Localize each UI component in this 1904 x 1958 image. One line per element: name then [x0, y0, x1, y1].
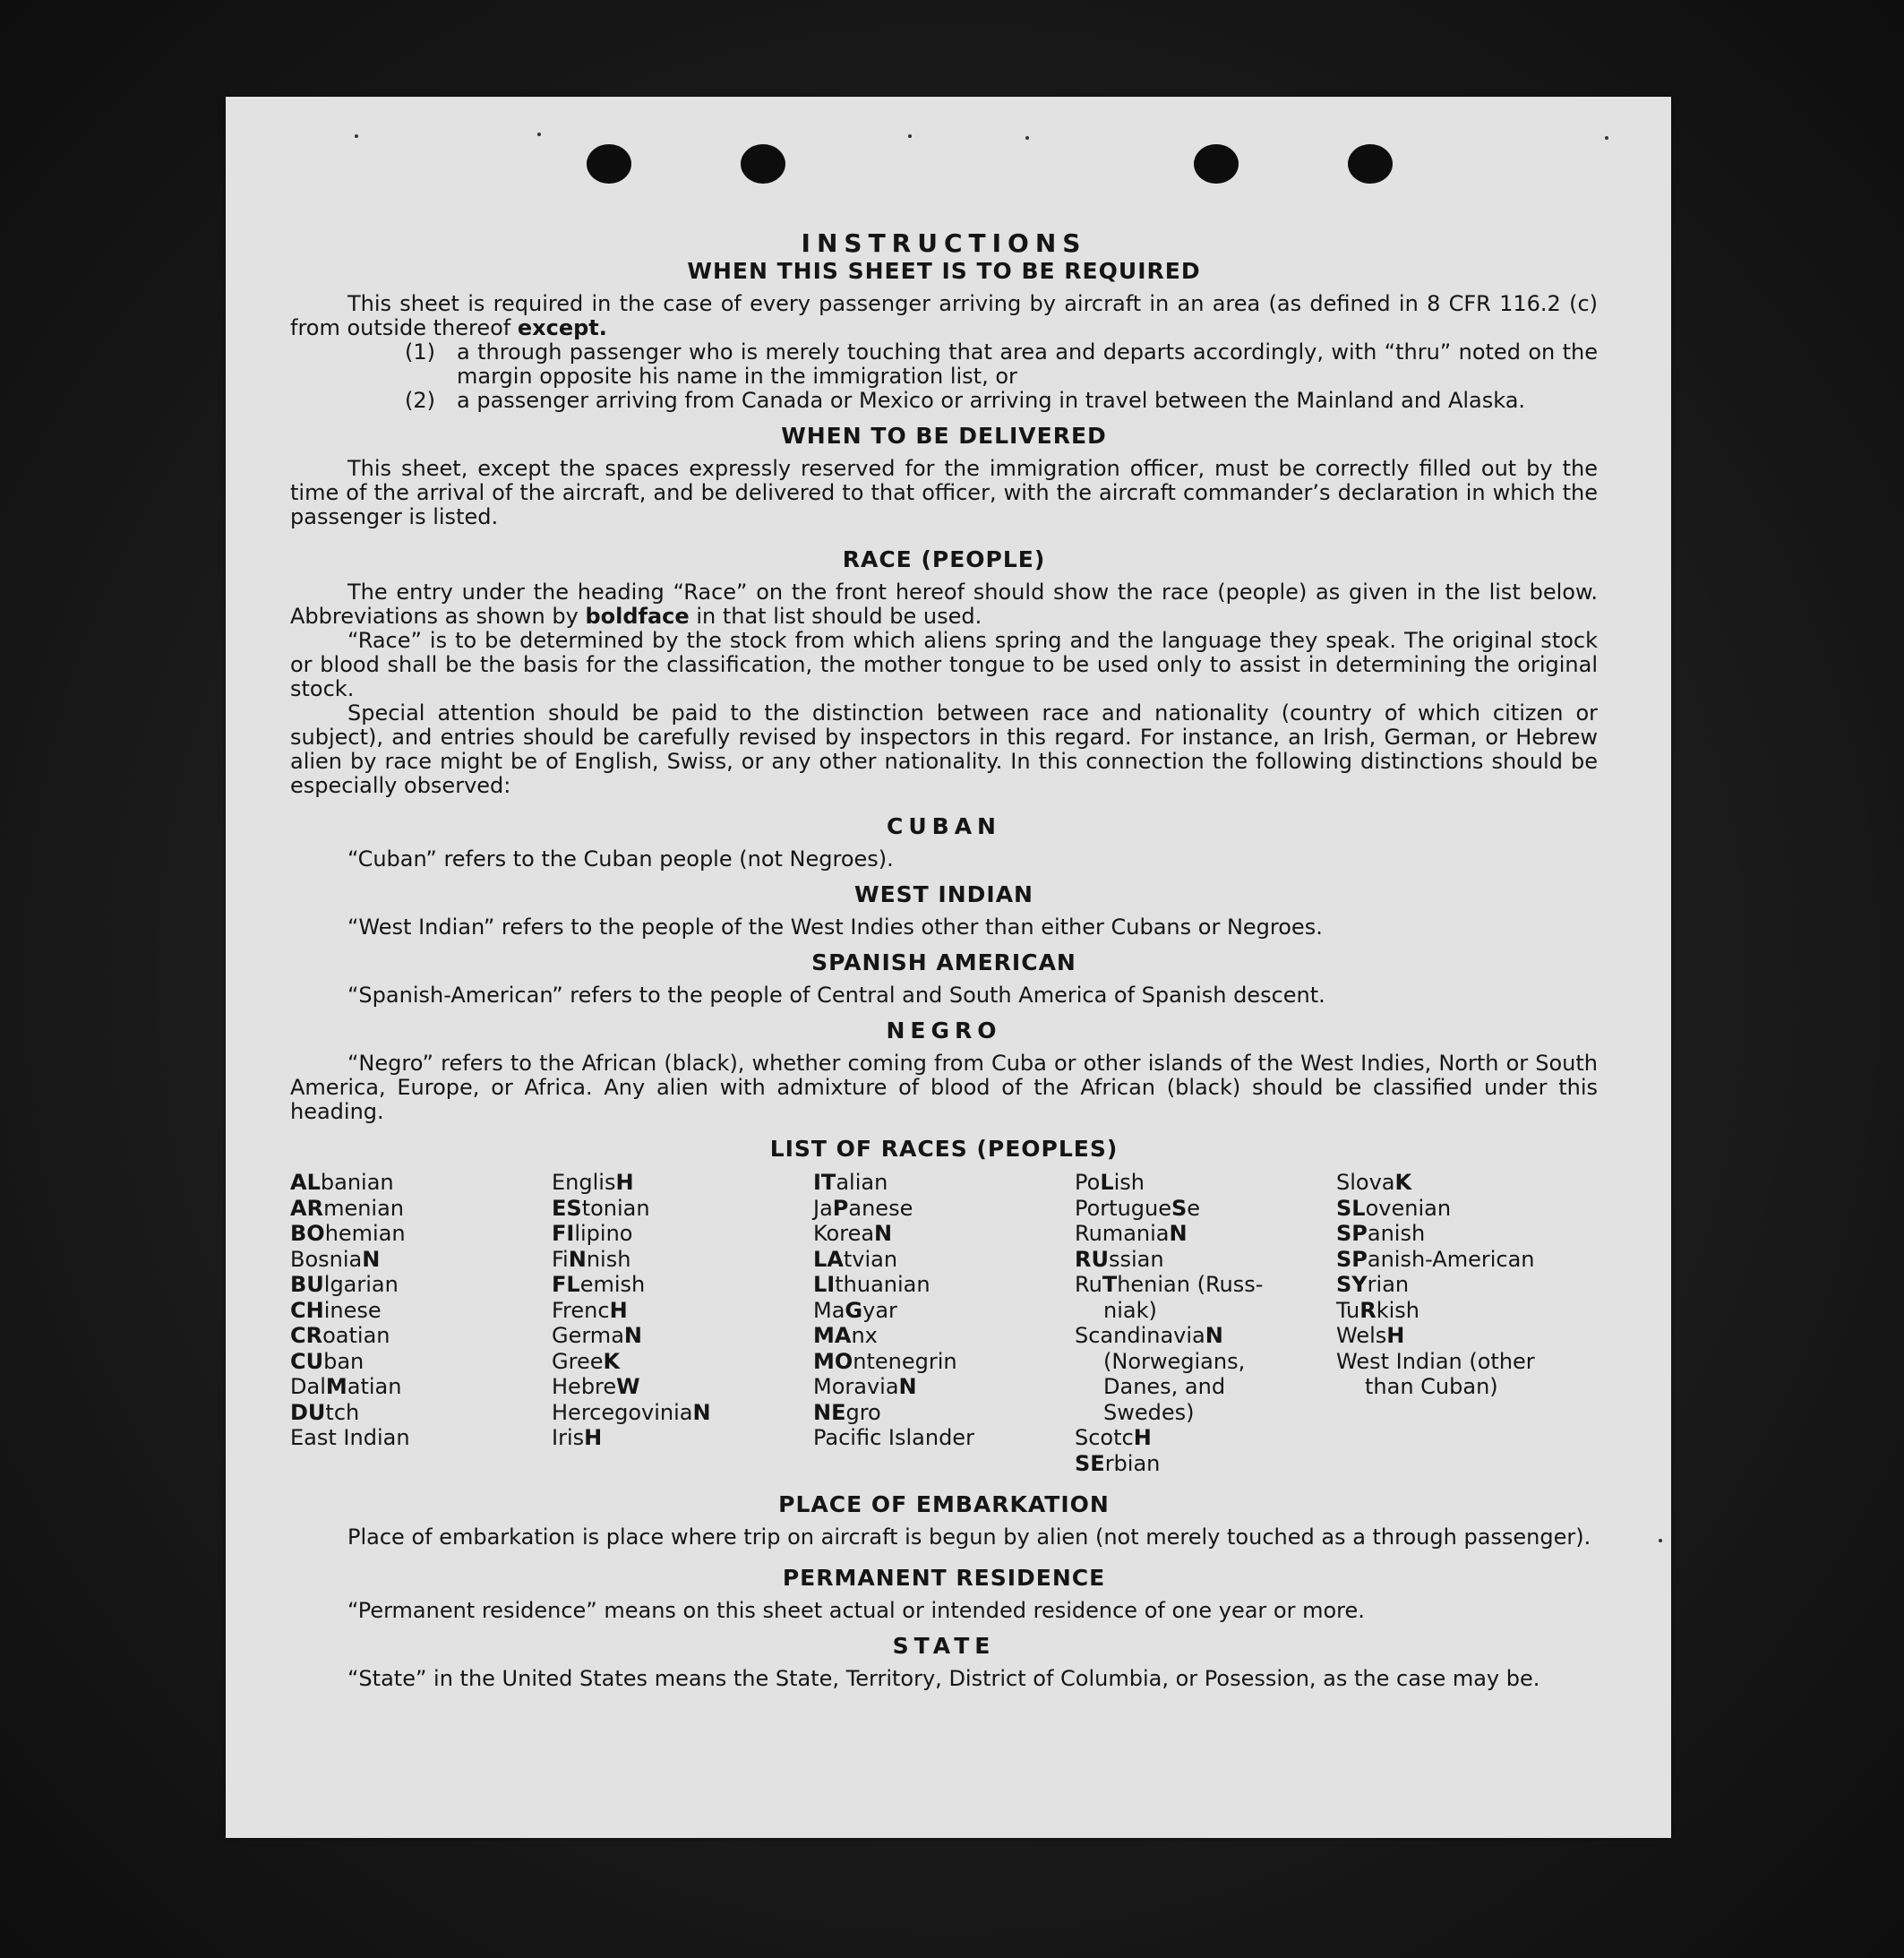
race-entry: MOntenegrin — [813, 1348, 957, 1374]
race-entry: GreeK — [552, 1348, 621, 1374]
paragraph-residence: “Permanent residence” means on this sheet actual or intended residence of one year or more. — [347, 1598, 1365, 1623]
scan-speck — [355, 134, 358, 138]
scan-speck — [1605, 136, 1608, 140]
race-entry: LIthuanian — [813, 1272, 931, 1297]
race-entry: PortugueSe — [1075, 1195, 1201, 1221]
race-entry: FIlipino — [552, 1221, 633, 1246]
race-entry: BOhemian — [290, 1221, 406, 1246]
race-entry: JaPanese — [813, 1195, 913, 1221]
race-entry: MaGyar — [813, 1297, 897, 1323]
race-entry: BosniaN — [290, 1246, 381, 1272]
race-entry: WelsH — [1336, 1323, 1405, 1348]
race-entry: EnglisH — [552, 1170, 634, 1195]
race-entry: FrencH — [552, 1297, 628, 1323]
race-entry: ARmenian — [290, 1195, 405, 1221]
races-column — [1336, 1170, 1598, 1476]
heading-race: RACE (PEOPLE) — [842, 546, 1046, 572]
races-table — [290, 1170, 1598, 1476]
scan-speck — [1659, 1539, 1662, 1542]
list-item — [405, 340, 1598, 389]
race-entry: Swedes) — [1103, 1399, 1195, 1425]
heading-negro: NEGRO — [886, 1018, 1002, 1043]
instructions-title: INSTRUCTIONS — [801, 228, 1087, 258]
paragraph-race-2: “Race” is to be determined by the stock from which aliens spring and the language they speak. The original stock or blood shall be the basis for the classification, the mother tongue to be used only to assist in determining the original stock. — [290, 628, 1598, 701]
race-entry: DUtch — [290, 1399, 360, 1425]
races-column — [290, 1170, 552, 1476]
race-entry: CUban — [290, 1348, 365, 1374]
race-entry: Pacific Islander — [813, 1425, 974, 1450]
scan-speck — [1025, 136, 1029, 140]
race-entry: CRoatian — [290, 1323, 390, 1348]
races-column — [813, 1170, 1075, 1476]
race-entry: PoLish — [1075, 1170, 1145, 1195]
except-bold: except. — [517, 315, 607, 340]
race-entry: West Indian (other — [1336, 1348, 1535, 1374]
list-item — [405, 389, 1598, 413]
heading-when-required: WHEN THIS SHEET IS TO BE REQUIRED — [687, 258, 1201, 284]
race-entry: NEgro — [813, 1399, 881, 1425]
race-entry: MAnx — [813, 1323, 878, 1348]
race-entry: RumaniaN — [1075, 1221, 1188, 1246]
race-entry: SYrian — [1336, 1272, 1410, 1297]
race-entry: RuThenian (Russ- — [1075, 1272, 1264, 1297]
paragraph-text: This sheet is required in the case of every passenger arriving by aircraft in an area (as defined in 8 CFR 116.2 (c) from outside thereof — [290, 291, 1598, 340]
scan-speck — [537, 133, 541, 136]
paragraph-required — [290, 292, 1598, 340]
heading-west-indian: WEST INDIAN — [854, 881, 1033, 907]
race-entry: SErbian — [1075, 1450, 1161, 1476]
heading-embarkation: PLACE OF EMBARKATION — [778, 1491, 1110, 1517]
heading-list-of-races: LIST OF RACES (PEOPLES) — [769, 1136, 1119, 1162]
race-entry: niak) — [1103, 1297, 1157, 1323]
race-entry: ScotcH — [1075, 1425, 1152, 1450]
scan-speck — [908, 134, 912, 138]
item-text: a through passenger who is merely touching that area and departs accordingly, with “thru” noted on the margin opposite his name in the immigration list, or — [457, 339, 1598, 389]
race-entry: SLovenian — [1336, 1195, 1452, 1221]
race-entry: SPanish — [1336, 1221, 1426, 1246]
paragraph-race-3: Special attention should be paid to the distinction between race and nationality (country of which citizen or subject), and entries should be carefully revised by inspectors in this regard. For instance, an Irish, German, or Hebrew alien by race might be of English, Swiss, or any other nationality. In this connection the following distinctions should be especially observed: — [290, 700, 1598, 798]
races-column — [552, 1170, 813, 1476]
race-entry: than Cuban) — [1365, 1374, 1498, 1399]
race-entry: HercegoviniaN — [552, 1399, 711, 1425]
document-sheet — [226, 97, 1671, 1838]
race-entry: DalMatian — [290, 1374, 402, 1399]
race-entry: ALbanian — [290, 1170, 394, 1195]
heading-residence: PERMANENT RESIDENCE — [782, 1565, 1106, 1591]
paragraph-spanish-american: “Spanish-American” refers to the people of Central and South America of Spanish descent. — [347, 983, 1325, 1008]
item-number: (1) — [405, 339, 435, 365]
races-column — [1075, 1170, 1336, 1476]
paragraph-west-indian: “West Indian” refers to the people of the West Indies other than either Cubans or Negroes. — [347, 915, 1323, 940]
paragraph-delivered: This sheet, except the spaces expressly reserved for the immigration officer, must be correctly filled out by the time of the arrival of the aircraft, and be delivered to that officer, with the aircraft commander’s declaration in which the passenger is listed. — [290, 456, 1598, 529]
race-entry: IrisH — [552, 1425, 603, 1450]
punch-hole — [1194, 144, 1239, 184]
race-entry: GermaN — [552, 1323, 642, 1348]
boldface-word: boldface — [585, 604, 690, 629]
race-entry: (Norwegians, — [1103, 1348, 1246, 1374]
race-entry: RUssian — [1075, 1246, 1164, 1272]
race-entry: CHinese — [290, 1297, 382, 1323]
item-number: (2) — [405, 388, 435, 413]
item-text: a passenger arriving from Canada or Mexico or arriving in travel between the Mainland and Alaska. — [457, 388, 1526, 413]
paragraph-state: “State” in the United States means the State, Territory, District of Columbia, or Posession, as the case may be. — [347, 1666, 1540, 1691]
race-entry: FLemish — [552, 1272, 646, 1297]
paragraph-race-1 — [290, 580, 1598, 629]
instructions-body — [290, 228, 1598, 1691]
race-entry: HebreW — [552, 1374, 640, 1399]
punch-hole — [1348, 144, 1393, 184]
heading-spanish-american: SPANISH AMERICAN — [811, 949, 1076, 975]
paragraph-text: in that list should be used. — [696, 604, 982, 629]
paragraph-embarkation: Place of embarkation is place where trip on aircraft is begun by alien (not merely touched as a through passenger). — [347, 1524, 1591, 1550]
race-entry: FiNnish — [552, 1246, 631, 1272]
race-entry: SlovaK — [1336, 1170, 1412, 1195]
race-entry: East Indian — [290, 1425, 410, 1450]
punch-hole — [587, 144, 631, 184]
race-entry: SPanish-American — [1336, 1246, 1535, 1272]
heading-state: STATE — [892, 1633, 996, 1659]
paragraph-negro: “Negro” refers to the African (black), whether coming from Cuba or other islands of the West Indies, North or South America, Europe, or Africa. Any alien with admixture of blood of the African (black) should be classified under this heading. — [290, 1051, 1598, 1124]
race-entry: ScandinaviaN — [1075, 1323, 1223, 1348]
race-entry: KoreaN — [813, 1221, 893, 1246]
paragraph-text: The entry under the heading “Race” on the front hereof should show the race (people) as given in the list below. Abbreviations as shown by — [290, 580, 1598, 629]
paragraph-cuban: “Cuban” refers to the Cuban people (not Negroes). — [347, 846, 894, 872]
race-entry: EStonian — [552, 1195, 650, 1221]
heading-when-delivered: WHEN TO BE DELIVERED — [781, 423, 1107, 449]
race-entry: LAtvian — [813, 1246, 898, 1272]
race-entry: Danes, and — [1103, 1374, 1226, 1399]
race-entry: MoraviaN — [813, 1374, 917, 1399]
race-entry: BUlgarian — [290, 1272, 399, 1297]
race-entry: ITalian — [813, 1170, 888, 1195]
heading-cuban: CUBAN — [887, 813, 1001, 839]
race-entry: TuRkish — [1336, 1297, 1419, 1323]
punch-hole — [741, 144, 785, 184]
